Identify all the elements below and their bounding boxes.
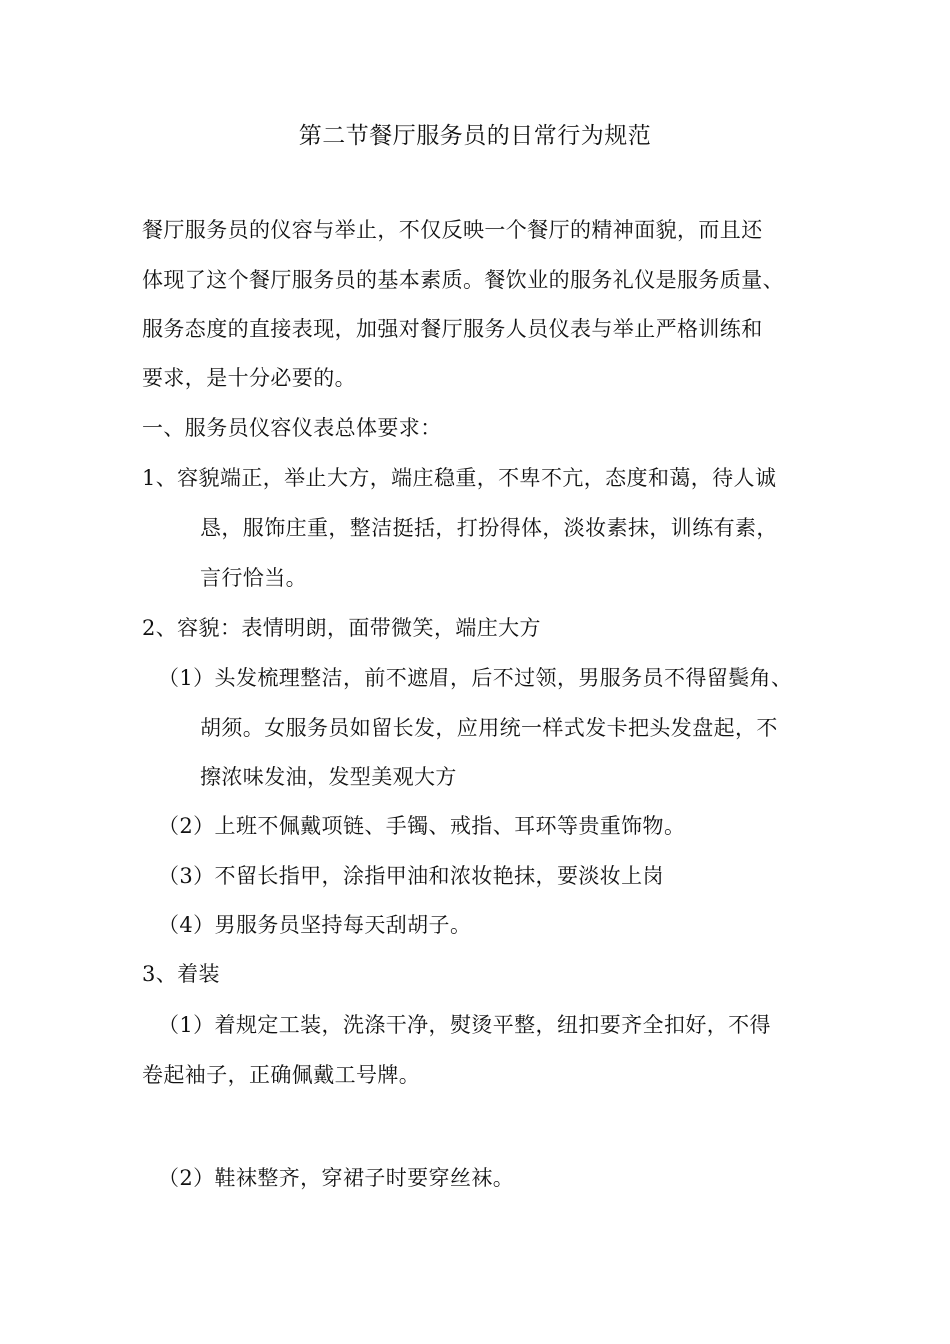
item-2-sub-1-line-1: （1）头发梳理整洁，前不遮眉，后不过领，男服务员不得留鬓角、 [158, 666, 793, 690]
item-3-heading: 3、着装 [142, 962, 220, 986]
item-1-line-1: 1、容貌端正，举止大方，端庄稳重，不卑不亢，态度和蔼，待人诚 [142, 466, 777, 490]
intro-line-4: 要求，是十分必要的。 [142, 366, 356, 390]
item-2-sub-1-line-3: 擦浓味发油，发型美观大方 [200, 765, 457, 789]
item-3-sub-1-line-2: 卷起袖子，正确佩戴工号牌。 [142, 1063, 421, 1087]
page-title: 第二节餐厅服务员的日常行为规范 [298, 123, 652, 149]
item-2-heading: 2、容貌：表情明朗，面带微笑，端庄大方 [142, 616, 541, 640]
intro-line-3: 服务态度的直接表现，加强对餐厅服务人员仪表与举止严格训练和 [142, 317, 763, 341]
item-3-sub-1-line-1: （1）着规定工装，洗涤干净，熨烫平整，纽扣要齐全扣好，不得 [158, 1013, 771, 1037]
intro-line-2: 体现了这个餐厅服务员的基本素质。餐饮业的服务礼仪是服务质量、 [142, 268, 784, 292]
item-1-line-3: 言行恰当。 [200, 566, 307, 590]
section-heading-1: 一、服务员仪容仪表总体要求： [142, 416, 442, 440]
item-3-sub-2: （2）鞋袜整齐，穿裙子时要穿丝袜。 [158, 1166, 515, 1190]
item-2-sub-4: （4）男服务员坚持每天刮胡子。 [158, 913, 472, 937]
item-2-sub-3: （3）不留长指甲，涂指甲油和浓妆艳抹，要淡妆上岗 [158, 864, 664, 888]
item-1-line-2: 恳，服饰庄重，整洁挺括，打扮得体，淡妆素抹，训练有素， [200, 516, 778, 540]
item-2-sub-1-line-2: 胡须。女服务员如留长发，应用统一样式发卡把头发盘起，不 [200, 716, 778, 740]
item-2-sub-2: （2）上班不佩戴项链、手镯、戒指、耳环等贵重饰物。 [158, 814, 686, 838]
intro-line-1: 餐厅服务员的仪容与举止，不仅反映一个餐厅的精神面貌，而且还 [142, 218, 763, 242]
